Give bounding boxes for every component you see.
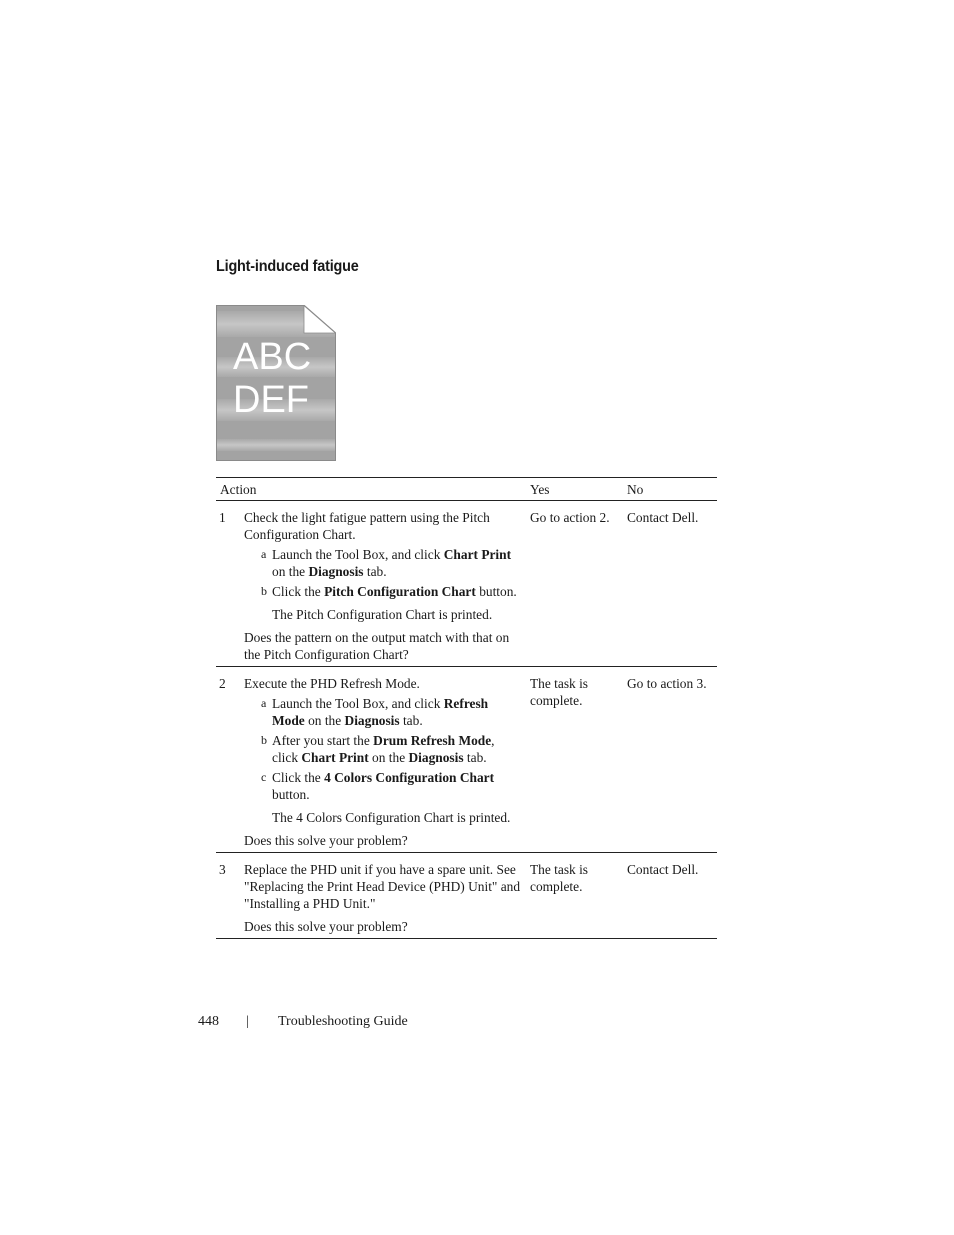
header-yes: Yes	[526, 478, 623, 501]
table-row	[216, 501, 717, 667]
sub-step: a Launch the Tool Box, and click Refresh Mode on the Diagnosis tab.	[261, 696, 489, 728]
action-cell	[240, 667, 526, 853]
step-number: 3	[216, 853, 240, 939]
action-text: Replace the PHD unit if you have a spare unit. See "Replacing the Print Head Device (PHD) Unit" and "Installing a PHD Unit."	[244, 862, 521, 911]
sub-step: b Click the Pitch Configuration Chart button.	[261, 584, 517, 599]
question-text: Does the pattern on the output match with that on the Pitch Configuration Chart?	[244, 630, 510, 662]
step-number: 1	[216, 501, 240, 667]
no-cell: Go to action 3.	[623, 667, 717, 853]
table-header-row	[216, 478, 717, 501]
header-no: No	[623, 478, 717, 501]
question-text: Does this solve your problem?	[244, 833, 408, 848]
sample-text-line2: DEF	[233, 379, 309, 421]
yes-cell: The task is complete.	[526, 667, 623, 853]
page-number: 448	[198, 1014, 219, 1029]
no-cell: Contact Dell.	[623, 853, 717, 939]
troubleshooting-table	[216, 477, 717, 939]
question-text: Does this solve your problem?	[244, 919, 408, 934]
sample-text-line1: ABC	[233, 336, 312, 378]
action-cell	[240, 501, 526, 667]
action-text: Check the light fatigue pattern using the Pitch Configuration Chart.	[244, 510, 490, 542]
action-cell	[240, 853, 526, 939]
action-text: Execute the PHD Refresh Mode.	[244, 676, 420, 691]
footer-separator: |	[246, 1014, 249, 1029]
table-row	[216, 853, 717, 939]
result-note: The Pitch Configuration Chart is printed.	[272, 607, 493, 622]
result-note: The 4 Colors Configuration Chart is printed.	[272, 810, 511, 825]
sub-step: c Click the 4 Colors Configuration Chart button.	[261, 770, 495, 802]
footer-title: Troubleshooting Guide	[278, 1014, 408, 1029]
header-action: Action	[216, 478, 526, 501]
yes-cell: Go to action 2.	[526, 501, 623, 667]
no-cell: Contact Dell.	[623, 501, 717, 667]
sub-step: a Launch the Tool Box, and click Chart Print on the Diagnosis tab.	[261, 547, 512, 579]
step-number: 2	[216, 667, 240, 853]
yes-cell: The task is complete.	[526, 853, 623, 939]
fatigue-sample-page-image	[216, 305, 336, 461]
sub-step: b After you start the Drum Refresh Mode, click Chart Print on the Diagnosis tab.	[261, 733, 495, 765]
table-row	[216, 667, 717, 853]
section-heading: Light-induced fatigue	[216, 258, 359, 275]
